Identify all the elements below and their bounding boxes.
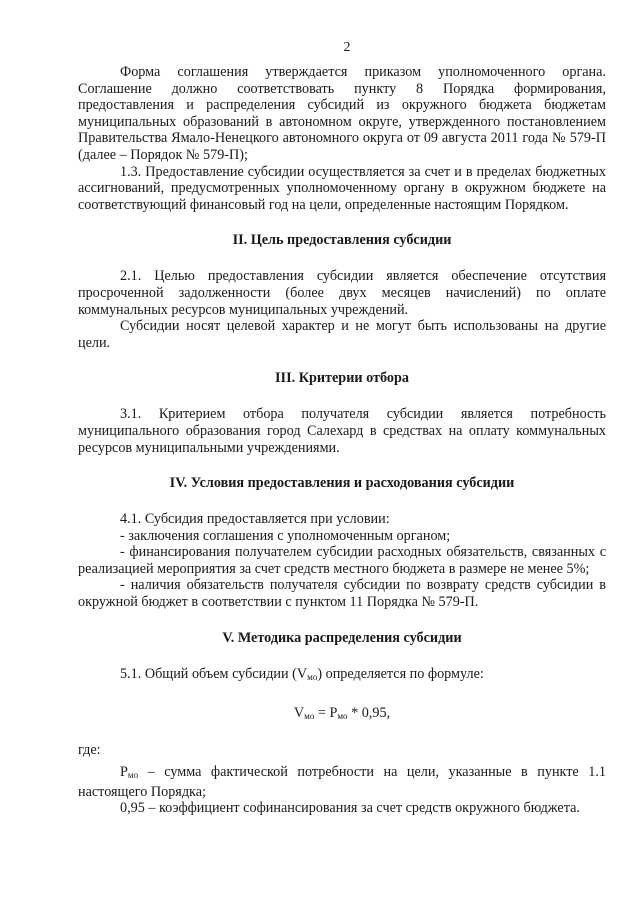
section-2-heading: II. Цель предоставления субсидии <box>232 232 452 249</box>
paragraph-4-condition-1: - заключения соглашения с уполномоченным органом; <box>120 527 451 544</box>
where-label: где: <box>78 742 101 759</box>
paragraph-4-condition-2: - финансирования получателем субсидии расходных обязательств, связанных с реализацией мероприятия за счет средств местного бюджета в размере не менее 5%; <box>78 544 606 577</box>
paragraph-2-1: 2.1. Целью предоставления субсидии является обеспечение отсутствия просроченной задолженности (более двух месяцев начислений) по оплате коммунальных ресурсов муниципальных учреждений. <box>78 268 606 318</box>
definition-coefficient: 0,95 – коэффициент софинансирования за счет средств окружного бюджета. <box>120 800 580 817</box>
definition-p-mo: $P_{мо}$ – сумма фактической потребности на цели, указанные в пункте 1.1 настоящего Порядка; <box>78 764 606 800</box>
paragraph-1-3: 1.3. Предоставление субсидии осуществляется за счет и в пределах бюджетных ассигнований, предусмотренных уполномоченному органу в окружном бюджете на соответствующий финансовый год на цели, определенные настоящим Порядком. <box>78 163 606 213</box>
section-5-heading: V. Методика распределения субсидии <box>222 629 462 646</box>
paragraph-4-condition-3: - наличия обязательств получателя субсидии по возврату средств субсидии в окружной бюджет в соответствии с пунктом 11 Порядка № 579-П. <box>78 577 606 611</box>
paragraph-2-purpose: Субсидии носят целевой характер и не могут быть использованы на другие цели. <box>78 318 606 351</box>
page-number: 2 <box>343 40 351 55</box>
paragraph-3-1: 3.1. Критерием отбора получателя субсидии является потребность муниципального образования город Салехард в средствах на оплату коммунальных ресурсов муниципальными учреждениями. <box>78 406 606 456</box>
formula: $V_{мо} = P_{мо} * 0,95$, <box>293 705 391 722</box>
section-4-heading: IV. Условия предоставления и расходования субсидии <box>169 475 515 492</box>
paragraph-4-1: 4.1. Субсидия предоставляется при условии: <box>120 511 390 528</box>
paragraph-5-1: 5.1. Общий объем субсидии $(V_{мо})$ определяется по формуле: <box>120 665 484 682</box>
paragraph-agreement-form: Форма соглашения утверждается приказом уполномоченного органа. Соглашение должно соответствовать пункту 8 Порядка формирования, предоставления и распределения субсидий из окружного бюджета бюджетам муниципальных образований в автономном округе, утвержденного постановлением Правительства Ямало-Ненецкого автономного округа от 09 августа 2011 года № 579-П (далее – Порядок № 579-П); <box>78 64 606 163</box>
section-3-heading: III. Критерии отбора <box>275 370 409 387</box>
